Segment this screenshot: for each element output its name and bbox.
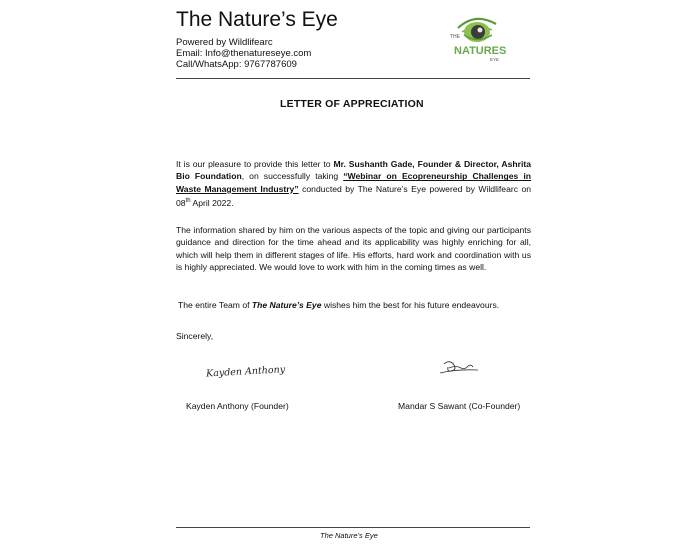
recipient-name: Mr. Sushanth Gade, Founder & Director, Ashrita Bio Foundation xyxy=(176,159,532,182)
natures-eye-logo xyxy=(442,8,508,64)
date-ordinal: th xyxy=(185,198,191,205)
webinar-title: “Webinar on Ecopreneurship Challenges in Waste Management Industry” xyxy=(176,171,532,194)
phone-text: Call/WhatsApp: 9767787609 xyxy=(176,59,297,70)
organization-name: The Nature’s Eye xyxy=(176,8,338,31)
kayden-signature xyxy=(204,358,286,384)
p3-text-b: wishes him the best for his future endeavours. xyxy=(323,300,500,310)
footer-divider xyxy=(176,527,530,528)
logo-main-text: NATURES xyxy=(454,45,507,57)
p1-text-a: It is our pleasure to provide this letter to xyxy=(176,159,331,169)
right-signatory-name: Mandar S Sawant (Co-Founder) xyxy=(398,401,521,411)
logo-sub-text: EYE xyxy=(490,57,500,62)
email-text: Email: Info@thenatureseye.com xyxy=(176,48,312,59)
closing: Sincerely, xyxy=(176,331,214,341)
logo-small-text: THE xyxy=(450,34,460,40)
paragraph-3 xyxy=(178,299,533,311)
powered-by-text: Powered by Wildlifearc xyxy=(176,37,273,48)
letter-title: LETTER OF APPRECIATION xyxy=(280,98,424,110)
left-signature-text: Kayden Anthony xyxy=(205,364,286,380)
paragraph-1 xyxy=(176,158,531,209)
p1-text-d: April 2022. xyxy=(192,198,234,209)
paragraph-2: The information shared by him on the various aspects of the topic and giving our participants guidance and direction for the time ahead and its applicability was highly enriching for all, which will help them in different stages of life. His efforts, hard work and coordination with us is highly appreciated. We would love to work with him in the coming times as well. xyxy=(176,225,531,273)
left-signatory-name: Kayden Anthony (Founder) xyxy=(186,401,289,411)
p3-text-a: The entire Team of xyxy=(178,300,250,310)
header-divider xyxy=(176,78,530,79)
team-name: The Nature’s Eye xyxy=(251,300,322,310)
p1-text-c: conducted by The Nature’s Eye powered by Wildlifearc on 08 xyxy=(176,183,532,209)
p1-text-b: , on successfully taking xyxy=(241,171,339,182)
footer-text: The Nature’s Eye xyxy=(320,531,378,540)
mandar-signature xyxy=(434,356,484,382)
